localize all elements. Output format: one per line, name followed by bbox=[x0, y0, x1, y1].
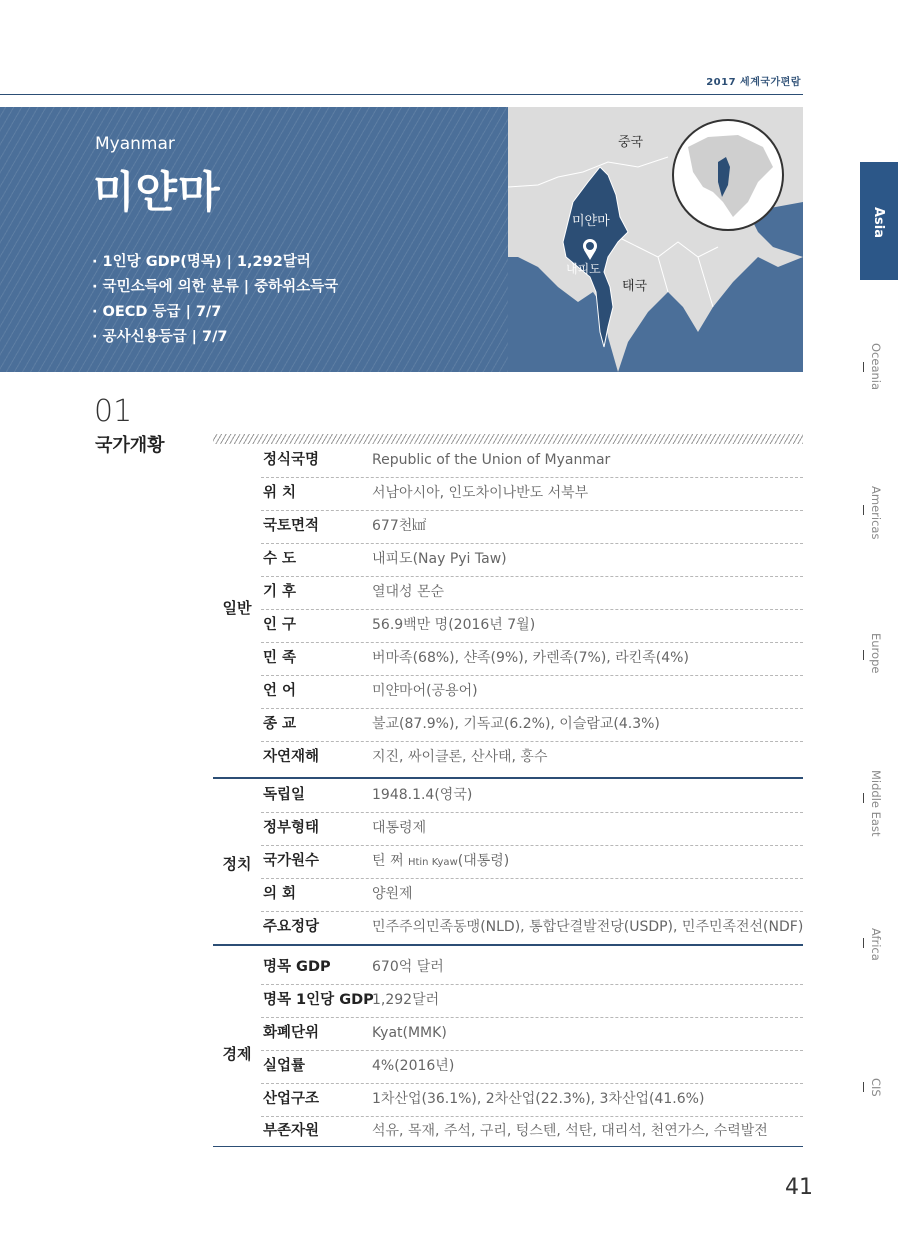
country-name-en: Myanmar bbox=[95, 134, 175, 154]
group-general bbox=[213, 444, 803, 774]
group-label: 일반 bbox=[222, 599, 252, 617]
row-key: 수 도 bbox=[263, 551, 297, 567]
row-key: 민 족 bbox=[263, 650, 297, 666]
row-key: 위 치 bbox=[263, 485, 297, 501]
table-bottom-rule bbox=[213, 1146, 803, 1147]
row-value: 내피도(Nay Pyi Taw) bbox=[372, 551, 507, 567]
table-row bbox=[261, 952, 803, 985]
row-value bbox=[372, 846, 509, 878]
side-nav-middle-east[interactable]: Middle East bbox=[869, 770, 883, 837]
row-value: 양원제 bbox=[372, 886, 413, 902]
group-label: 정치 bbox=[222, 855, 252, 873]
row-value: 677천㎢ bbox=[372, 518, 427, 534]
row-key: 부존자원 bbox=[263, 1123, 320, 1139]
header-rule bbox=[0, 94, 803, 95]
location-map bbox=[508, 107, 803, 372]
row-key: 인 구 bbox=[263, 617, 297, 633]
row-value: Republic of the Union of Myanmar bbox=[372, 452, 611, 468]
table-row bbox=[261, 610, 803, 643]
map-label-myanmar: 미얀마 bbox=[572, 214, 610, 229]
row-key: 실업률 bbox=[263, 1058, 306, 1074]
side-tab-label: Asia bbox=[871, 207, 886, 239]
row-key: 독립일 bbox=[263, 787, 306, 803]
table-row bbox=[261, 643, 803, 676]
side-nav-africa[interactable]: Africa bbox=[869, 928, 883, 961]
row-value: 미얀마어(공용어) bbox=[372, 683, 478, 699]
fact-oecd-grade: · OECD 등급 | 7/7 bbox=[92, 304, 222, 320]
table-row bbox=[261, 780, 803, 813]
row-value: 1948.1.4(영국) bbox=[372, 787, 473, 803]
map-label-china: 중국 bbox=[618, 135, 644, 150]
row-value: 1차산업(36.1%), 2차산업(22.3%), 3차산업(41.6%) bbox=[372, 1091, 705, 1107]
table-row bbox=[261, 1084, 803, 1117]
map-sea bbox=[508, 257, 803, 372]
country-name-ko: 미얀마 bbox=[93, 168, 221, 218]
group-divider bbox=[213, 777, 803, 779]
table-row bbox=[261, 1018, 803, 1051]
table-row bbox=[261, 478, 803, 511]
row-key: 자연재해 bbox=[263, 749, 320, 765]
row-value: 대통령제 bbox=[372, 820, 427, 836]
row-value: 불교(87.9%), 기독교(6.2%), 이슬람교(4.3%) bbox=[372, 716, 660, 732]
side-nav-cis[interactable]: CIS bbox=[869, 1078, 883, 1097]
table-row bbox=[261, 912, 803, 944]
page-number: 41 bbox=[785, 1175, 813, 1200]
fact-credit-grade: · 공사신용등급 | 7/7 bbox=[92, 329, 228, 345]
side-tick bbox=[863, 505, 864, 515]
row-value: 석유, 목재, 주석, 구리, 텅스텐, 석탄, 대리석, 천연가스, 수력발전 bbox=[372, 1123, 768, 1139]
row-value: 버마족(68%), 샨족(9%), 카렌족(7%), 라킨족(4%) bbox=[372, 650, 689, 666]
row-value: 4%(2016년) bbox=[372, 1058, 455, 1074]
table-row bbox=[261, 742, 803, 774]
row-value: 56.9백만 명(2016년 7월) bbox=[372, 617, 536, 633]
row-key: 정식국명 bbox=[263, 452, 320, 468]
row-value: 지진, 싸이클론, 산사태, 홍수 bbox=[372, 749, 548, 765]
row-key: 종 교 bbox=[263, 716, 297, 732]
map-graphic bbox=[508, 107, 803, 372]
row-key: 주요정당 bbox=[263, 919, 320, 935]
side-tab-asia[interactable] bbox=[860, 162, 898, 280]
group-divider bbox=[213, 944, 803, 946]
table-row bbox=[261, 1051, 803, 1084]
fact-income-class: · 국민소득에 의한 분류 | 중하위소득국 bbox=[92, 279, 339, 295]
side-nav-europe[interactable]: Europe bbox=[869, 633, 883, 674]
section-title: 국가개황 bbox=[95, 435, 165, 456]
head-of-state-roman: Htin Kyaw bbox=[407, 857, 458, 868]
publication-title: 2017 세계국가편람 bbox=[706, 77, 801, 88]
head-of-state-title: (대통령) bbox=[457, 853, 510, 869]
side-tick bbox=[863, 1082, 864, 1092]
row-value: 열대성 몬순 bbox=[372, 584, 445, 600]
row-value: 서남아시아, 인도차이나반도 서북부 bbox=[372, 485, 589, 501]
table-row bbox=[261, 985, 803, 1018]
row-key: 화폐단위 bbox=[263, 1025, 320, 1041]
table-row bbox=[261, 879, 803, 912]
table-row bbox=[261, 846, 803, 879]
table-row bbox=[261, 676, 803, 709]
row-key: 명목 1인당 GDP bbox=[263, 992, 374, 1008]
table-row bbox=[261, 445, 803, 478]
row-value: 민주주의민족동맹(NLD), 통합단결발전당(USDP), 민주민족전선(NDF) bbox=[372, 919, 804, 935]
row-key: 기 후 bbox=[263, 584, 297, 600]
country-banner bbox=[0, 107, 508, 372]
table-row bbox=[261, 511, 803, 544]
map-label-thailand: 태국 bbox=[622, 279, 648, 294]
row-key: 국가원수 bbox=[263, 853, 320, 869]
row-key: 국토면적 bbox=[263, 518, 320, 534]
side-tick bbox=[863, 793, 864, 803]
group-politics bbox=[213, 777, 803, 942]
head-of-state-name: 틴 쩌 bbox=[372, 853, 408, 869]
group-economy bbox=[213, 944, 803, 1146]
side-tick bbox=[863, 938, 864, 948]
map-label-capital: 내피도 bbox=[566, 262, 601, 276]
row-value: 1,292달러 bbox=[372, 992, 440, 1008]
section-number: 01 bbox=[94, 394, 133, 429]
side-nav-oceania[interactable]: Oceania bbox=[869, 343, 883, 391]
side-tick bbox=[863, 362, 864, 372]
table-row bbox=[261, 709, 803, 742]
side-tick bbox=[863, 650, 864, 660]
table-row bbox=[261, 813, 803, 846]
group-label: 경제 bbox=[222, 1045, 252, 1063]
key-facts-list bbox=[92, 250, 338, 350]
row-value: 670억 달러 bbox=[372, 959, 444, 975]
row-key: 명목 GDP bbox=[263, 959, 331, 975]
row-key: 정부형태 bbox=[263, 820, 320, 836]
row-key: 산업구조 bbox=[263, 1091, 320, 1107]
side-nav-americas[interactable]: Americas bbox=[869, 486, 883, 540]
row-value: Kyat(MMK) bbox=[372, 1025, 447, 1041]
fact-gdp-per-capita: · 1인당 GDP(명목) | 1,292달러 bbox=[92, 254, 311, 270]
table-row bbox=[261, 1116, 803, 1148]
table-top-hatch bbox=[213, 434, 803, 444]
table-row bbox=[261, 544, 803, 577]
table-row bbox=[261, 577, 803, 610]
row-key: 의 회 bbox=[263, 886, 297, 902]
row-key: 언 어 bbox=[263, 683, 297, 699]
